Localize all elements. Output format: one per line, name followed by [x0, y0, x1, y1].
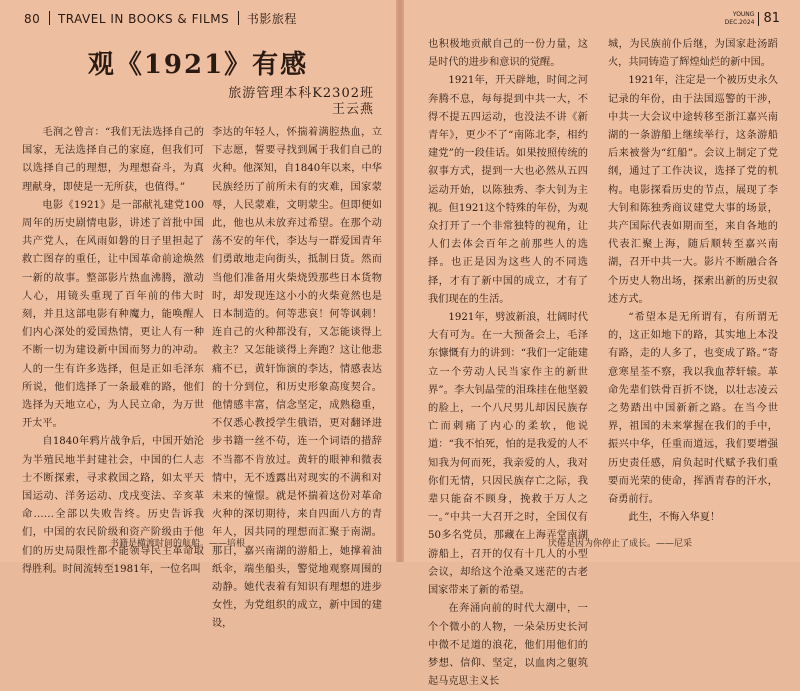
paragraph: 自1840年鸦片战争后，中国开始沦为半殖民地半封建社会，中国的仁人志士不断探索，寻求救国之路，如太平天国运动、洋务运动、戊戌变法、辛亥革命……全部以失败告终。历史告诉我们，中国的农民阶级和资产阶级由于他们的历史局限性都不能领导民主革命取得胜利。时间流转至1981年，一位名叫 [22, 436, 204, 575]
left-page [0, 0, 396, 630]
right-column-1 [428, 36, 588, 691]
right-page-header [725, 8, 780, 27]
section-title-cn: 书影旅程 [246, 12, 297, 26]
paragraph: 在奔涌向前的时代大潮中，一个个微小的人物，一朵朵历史长河中微不足道的浪花，他们用他们的梦想、信仰、坚定，以血肉之躯筑起马克思主义长 [428, 603, 588, 688]
paragraph: 此生，不悔入华夏！ [628, 512, 721, 524]
page-gutter [396, 0, 404, 562]
right-page [404, 0, 800, 688]
article-title: 观《1921》有感 [87, 50, 309, 80]
paragraph: 李达的年轻人，怀揣着满腔热血，立下志愿，誓要寻找到属于我们自己的火种。他深知，自1840年以来，中华民族经历了前所未有的灾难，国家蒙辱，人民蒙难，文明蒙尘。但即便如此，他也从未放弃过希望。在那个动荡不安的年代，李达与一群爱国青年们勇敢地走向街头，抵制日货。然而当他们准备用火柴烧毁那些日本货物时，却发现连这小小的火柴竟然也是日本制造的。何等悲哀！何等讽刺！连自己的火种都没有，又怎能谈得上救主？又怎能谈得上奔跑？这让他悲痛不已，黄轩饰演的李达，情感表达的十分到位，和历史形象高度契合。他情感丰富，信念坚定，成熟稳重，不仅悉心教授学生俄语，更对翻译进步书籍一丝不苟，连一个词语的措辞不当都不肯放过。黄轩的眼神和微表情中，无不透露出对现实的不满和对未来的憧憬。就是怀揣着这份对革命火种的深切期待，来自四面八方的青年人，因共同的理想而汇聚于南湖。那日，嘉兴南湖的游船上，她撑着油纸伞，端坐船头，警觉地观察周围的动静。她代表着有知识有理想的进步女性，为党组织的成立，新中国的建设， [212, 127, 382, 630]
paragraph: 城，为民族前仆后继，为国家赴汤蹈火，共同铸造了辉煌灿烂的新中国。 [608, 39, 778, 69]
brand-name: YOUNG [732, 10, 755, 18]
left-page-number: 80 [24, 12, 41, 26]
section-title-en: TRAVEL IN BOOKS & FILMS [57, 12, 230, 26]
left-page-header [24, 10, 297, 27]
left-column-1 [22, 124, 204, 579]
header-divider [49, 11, 50, 25]
paragraph: 1921年，开天辟地，时间之河奔腾不息，每每提到中共一大，不得不提五四运动，也没法不讲《新青年》，更少不了“南陈北李，相约建党”的一段佳话。如果按照传统的叙事方式，提到一大也必然从五四运动开始，以陈独秀、李大钊为主视。但1921这个特殊的年份，为观众打开了一个非常独特的视角，让人们去体会百年之前那些人的选择。也正是因为这些人的不同选择，才有了新中国的成立，才有了我们现在的生活。 [428, 75, 588, 305]
paragraph: 毛润之曾言：“我们无法选择自己的国家，无法选择自己的家庭，但我们可以选择自己的理想，为理想奋斗，为真理献身，即使是一无所获，也值得。” [22, 127, 204, 193]
right-page-number: 81 [763, 11, 780, 26]
header-divider [758, 12, 759, 26]
paragraph: “希望本是无所谓有，有所谓无的，这正如地下的路，其实地上本没有路，走的人多了，也变成了路。”寄意寒星荃不察，我以我血荐轩辕。革命先辈们铁骨百折不饶，以壮志凌云之势踏出中国新新之路。在当今世界，祖国的未来掌握在我们的手中，振兴中华，任重而道远，我们要增强历史责任感，肩负起时代赋予我们重要而光荣的使命，挥洒青春的汗水，奋勇前行。 [608, 312, 778, 506]
byline [228, 86, 374, 118]
paragraph: 电影《1921》是一部献礼建党100周年的历史剧情电影，讲述了首批中国共产党人，在风雨如磐的日子里担起了救亡图存的重任，让中国革命前途焕然一新的故事。整部影片热血沸腾，激动人心，用镜头重现了百年前的伟大时刻，并且这部电影有种魔力，能唤醒人们内心深处的爱国热情，更让人有一种不断一切为建设新中国而努力的冲动。人的一生有许多选择，但是正如毛泽东所说，他们选择了一条最难的路，他们选择为天地立心，为人民立命，为万世开太平。 [22, 199, 204, 430]
issue-date: DEC.2024 [724, 18, 755, 26]
header-divider [238, 11, 239, 25]
right-footer-quote: 厌倦是因为你停止了成长。——尼采 [548, 539, 693, 549]
paragraph: 1921年，注定是一个被历史永久记录的年份，由于法国巡警的干涉，中共一大会议中途转移至浙江嘉兴南湖的一条游船上继续举行，这条游船后来被誉为“红船”。会议上制定了党纲，通过了工作决议，选择了党的机构。电影探看历史的节点，展现了李大钊和陈独秀商议建党大事的场景，共产国际代表如期而至，来自各地的代表汇聚上海，随后顺转至嘉兴南湖，召开中共一大。影片不断融合各个历史人物出场，探索出新的历史叙述方式。 [608, 75, 778, 305]
author-name: 王云燕 [331, 102, 374, 117]
author-class: 旅游管理本科K2302班 [228, 86, 374, 101]
right-column-2 [608, 36, 778, 527]
paragraph: 1921年，劈波新浪，壮阔时代大有可为。在一大预备会上，毛泽东慷慨有力的讲到：“我们一定能建立一个劳动人民当家作主的新世界”。李大钊晶莹的泪珠挂在他坚毅的脸上，一个八尺男儿却因民族存亡而刺痛了内心的柔软，他说道：“我不怕死，怕的是我爱的人不知我为何而死，我亲爱的人，我对你们无情，只因民族存亡之际，我辈只能奋不顾身，挽救于万人之一。”中共一大召开之时，全国仅有50多名党员，那藏在上海弄堂南湖游船上，召开的仅有十几人的小型会议，却给这个沧桑又迷茫的古老国家带来了新的希望。 [428, 312, 588, 597]
issue-meta [725, 11, 755, 27]
left-column-2 [212, 124, 382, 634]
paragraph: 也积极地贡献自己的一份力量，这是时代的进步和意识的觉醒。 [428, 39, 588, 69]
left-footer-quote: 书籍是横渡时间的航船。——培根 [110, 539, 246, 549]
